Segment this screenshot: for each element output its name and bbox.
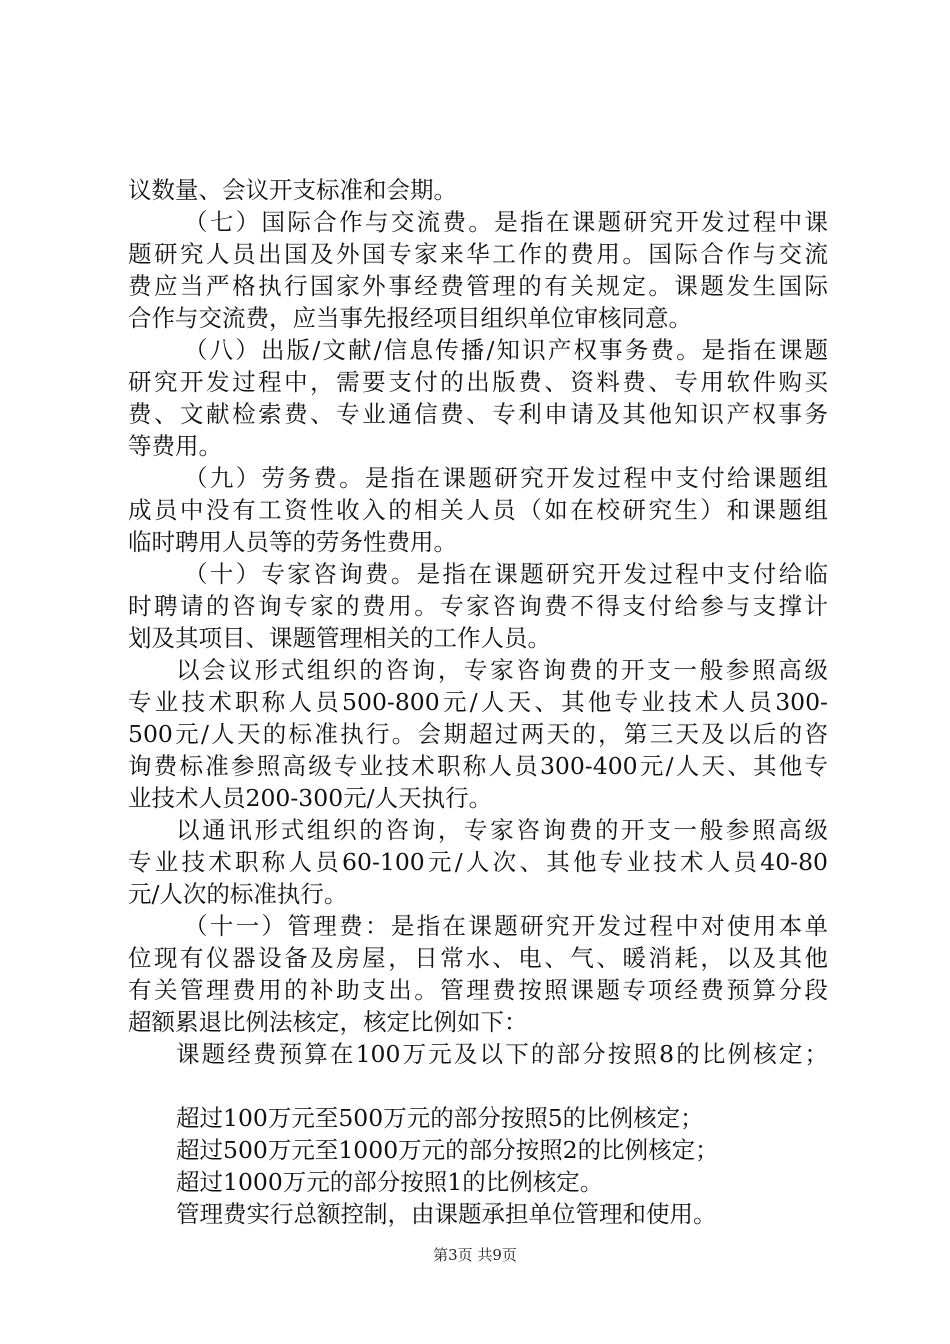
text-line: 有关管理费用的补助支出。管理费按照课题专项经费预算分段 (128, 976, 828, 1004)
text-line: 成员中没有工资性收入的相关人员（如在校研究生）和课题组 (128, 496, 828, 524)
text-line: 费应当严格执行国家外事经费管理的有关规定。课题发生国际 (128, 272, 828, 300)
text-line: 超过100万元至500万元的部分按照5的比例核定； (176, 1104, 704, 1132)
text-line: 元/人次的标准执行。 (128, 880, 348, 908)
text-line: （十）专家咨询费。是指在课题研究开发过程中支付给临 (184, 560, 828, 588)
text-line: 500元/人天的标准执行。会期超过两天的，第三天及以后的咨 (128, 720, 828, 748)
text-line: 专业技术职称人员500-800元/人天、其他专业技术人员300- (128, 688, 828, 716)
text-line: 合作与交流费，应当事先报经项目组织单位审核同意。 (128, 304, 692, 332)
text-line: 临时聘用人员等的劳务性费用。 (128, 528, 457, 556)
text-line: 以通讯形式组织的咨询，专家咨询费的开支一般参照高级 (176, 816, 828, 844)
text-line: 课题经费预算在100万元及以下的部分按照8的比例核定； (176, 1040, 828, 1068)
text-line: （九）劳务费。是指在课题研究开发过程中支付给课题组 (184, 464, 828, 492)
text-line: 议数量、会议开支标准和会期。 (128, 176, 457, 204)
text-line: （八）出版/文献/信息传播/知识产权事务费。是指在课题 (184, 336, 828, 364)
text-line: 超过1000万元的部分按照1的比例核定。 (176, 1168, 604, 1196)
text-line: （七）国际合作与交流费。是指在课题研究开发过程中课 (184, 208, 828, 236)
text-line: 研究开发过程中，需要支付的出版费、资料费、专用软件购买 (128, 368, 828, 396)
text-line: 管理费实行总额控制，由课题承担单位管理和使用。 (176, 1200, 717, 1228)
text-line: 超过500万元至1000万元的部分按照2的比例核定； (176, 1136, 719, 1164)
text-line: 题研究人员出国及外国专家来华工作的费用。国际合作与交流 (128, 240, 828, 268)
blank-line (128, 1070, 828, 1102)
text-line: 业技术人员200-300元/人天执行。 (128, 784, 493, 812)
text-line: 划及其项目、课题管理相关的工作人员。 (128, 624, 551, 652)
page-footer: 第3页 共9页 (433, 1246, 517, 1264)
text-line: 专业技术职称人员60-100元/人次、其他专业技术人员40-80 (128, 848, 828, 876)
document-body (128, 174, 828, 1230)
text-line: 以会议形式组织的咨询，专家咨询费的开支一般参照高级 (176, 656, 828, 684)
text-line: 等费用。 (128, 432, 222, 460)
text-line: 询费标准参照高级专业技术职称人员300-400元/人天、其他专 (128, 752, 828, 780)
text-line: （十一）管理费：是指在课题研究开发过程中对使用本单 (184, 912, 828, 940)
text-line: 时聘请的咨询专家的费用。专家咨询费不得支付给参与支撑计 (128, 592, 828, 620)
text-line: 费、文献检索费、专业通信费、专利申请及其他知识产权事务 (128, 400, 828, 428)
text-line: 超额累退比例法核定，核定比例如下： (128, 1008, 528, 1036)
text-line: 位现有仪器设备及房屋，日常水、电、气、暖消耗，以及其他 (128, 944, 828, 972)
